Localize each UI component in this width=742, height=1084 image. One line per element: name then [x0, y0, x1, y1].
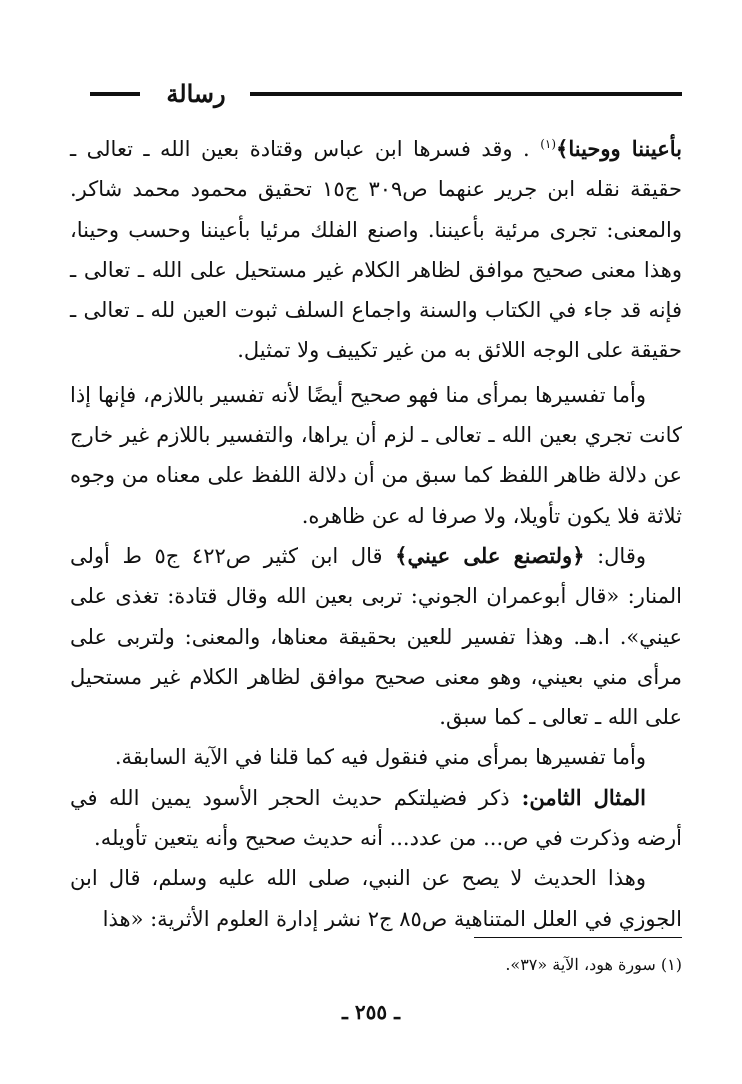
quran-quote: بأعيننا ووحينا﴾ [556, 136, 682, 161]
paragraph-text: قال ابن كثير ص٤٢٢ ج٥ ط أولى المنار: «قال أبوعمران الجوني: تربى بعين الله وقال قتادة: تغذى على عيني». ا.هـ. وهذا تفسير للعين بحقيقة معناها، والمعنى: ولتربى على مرأى مني بعيني، وهو معنى صحيح موافق لظاهر الكلام غير مستحيل على الله ـ تعالى ـ كما سبق. [70, 543, 682, 730]
header-rule-left [90, 92, 140, 96]
paragraph-text: ذكر فضيلتكم حديث الحجر الأسود يمين الله في أرضه وذكرت في ص... من عدد... أنه حديث صحيح وأنه يتعين تأويله. [70, 785, 682, 851]
header-rule-right [250, 92, 682, 96]
paragraph-lead: وقال: [584, 543, 647, 568]
running-title: رسالة [166, 79, 226, 108]
paragraph-2 [70, 375, 682, 536]
paragraph-text: . وقد فسرها ابن عباس وقتادة بعين الله ـ تعالى ـ حقيقة نقله ابن جرير عنهما ص٣٠٩ ج١٥ تحقيق محمود محمد شاكر. والمعنى: تجرى مرئية بأعيننا. واصنع الفلك مرئيا بأعيننا وحسب وحينا، وهذا معنى صحيح موافق لظاهر الكلام غير مستحيل على الله ـ تعالى ـ فإنه قد جاء في الكتاب والسنة واجماع السلف ثبوت العين لله ـ تعالى ـ حقيقة على الوجه اللائق به من غير تكييف ولا تمثيل. [70, 137, 682, 363]
paragraph-text: وهذا الحديث لا يصح عن النبي، صلى الله عليه وسلم، قال ابن الجوزي في العلل المتناهية ص٨٥ ج٢ نشر إدارة العلوم الأثرية: «هذا [70, 866, 682, 931]
footnote-text: سورة هود، الآية «٣٧». [505, 955, 656, 974]
page-body [70, 124, 682, 939]
paragraph-5 [70, 778, 682, 859]
quran-quote: ﴿ولتصنع على عيني﴾ [395, 542, 585, 568]
page-header [90, 74, 682, 114]
footnote-number: (١) [660, 955, 682, 974]
paragraph-text: وأما تفسيرها بمرأى مني فنقول فيه كما قلنا في الآية السابقة. [114, 745, 646, 770]
paragraph-text: وأما تفسيرها بمرأى منا فهو صحيح أيضًا لأنه تفسير باللازم، فإنها إذا كانت تجري بعين الله ـ تعالى ـ لزم أن يراها، والتفسير باللازم غير خارج عن دلالة ظاهر اللفظ كما سبق من أن دلالة اللفظ على معناه من وجوه ثلاثة فلا يكون تأويلا، ولا صرفا له عن ظاهره. [70, 382, 682, 528]
paragraph-1 [70, 124, 682, 371]
section-heading: المثال الثامن: [509, 784, 646, 810]
footnote [300, 952, 682, 978]
paragraph-6 [70, 858, 682, 939]
footnote-marker: (١) [540, 137, 557, 151]
footnote-divider [474, 937, 682, 938]
paragraph-4 [70, 737, 682, 777]
paragraph-3 [70, 536, 682, 737]
page-number: ـ ٢٥٥ ـ [342, 1000, 400, 1024]
